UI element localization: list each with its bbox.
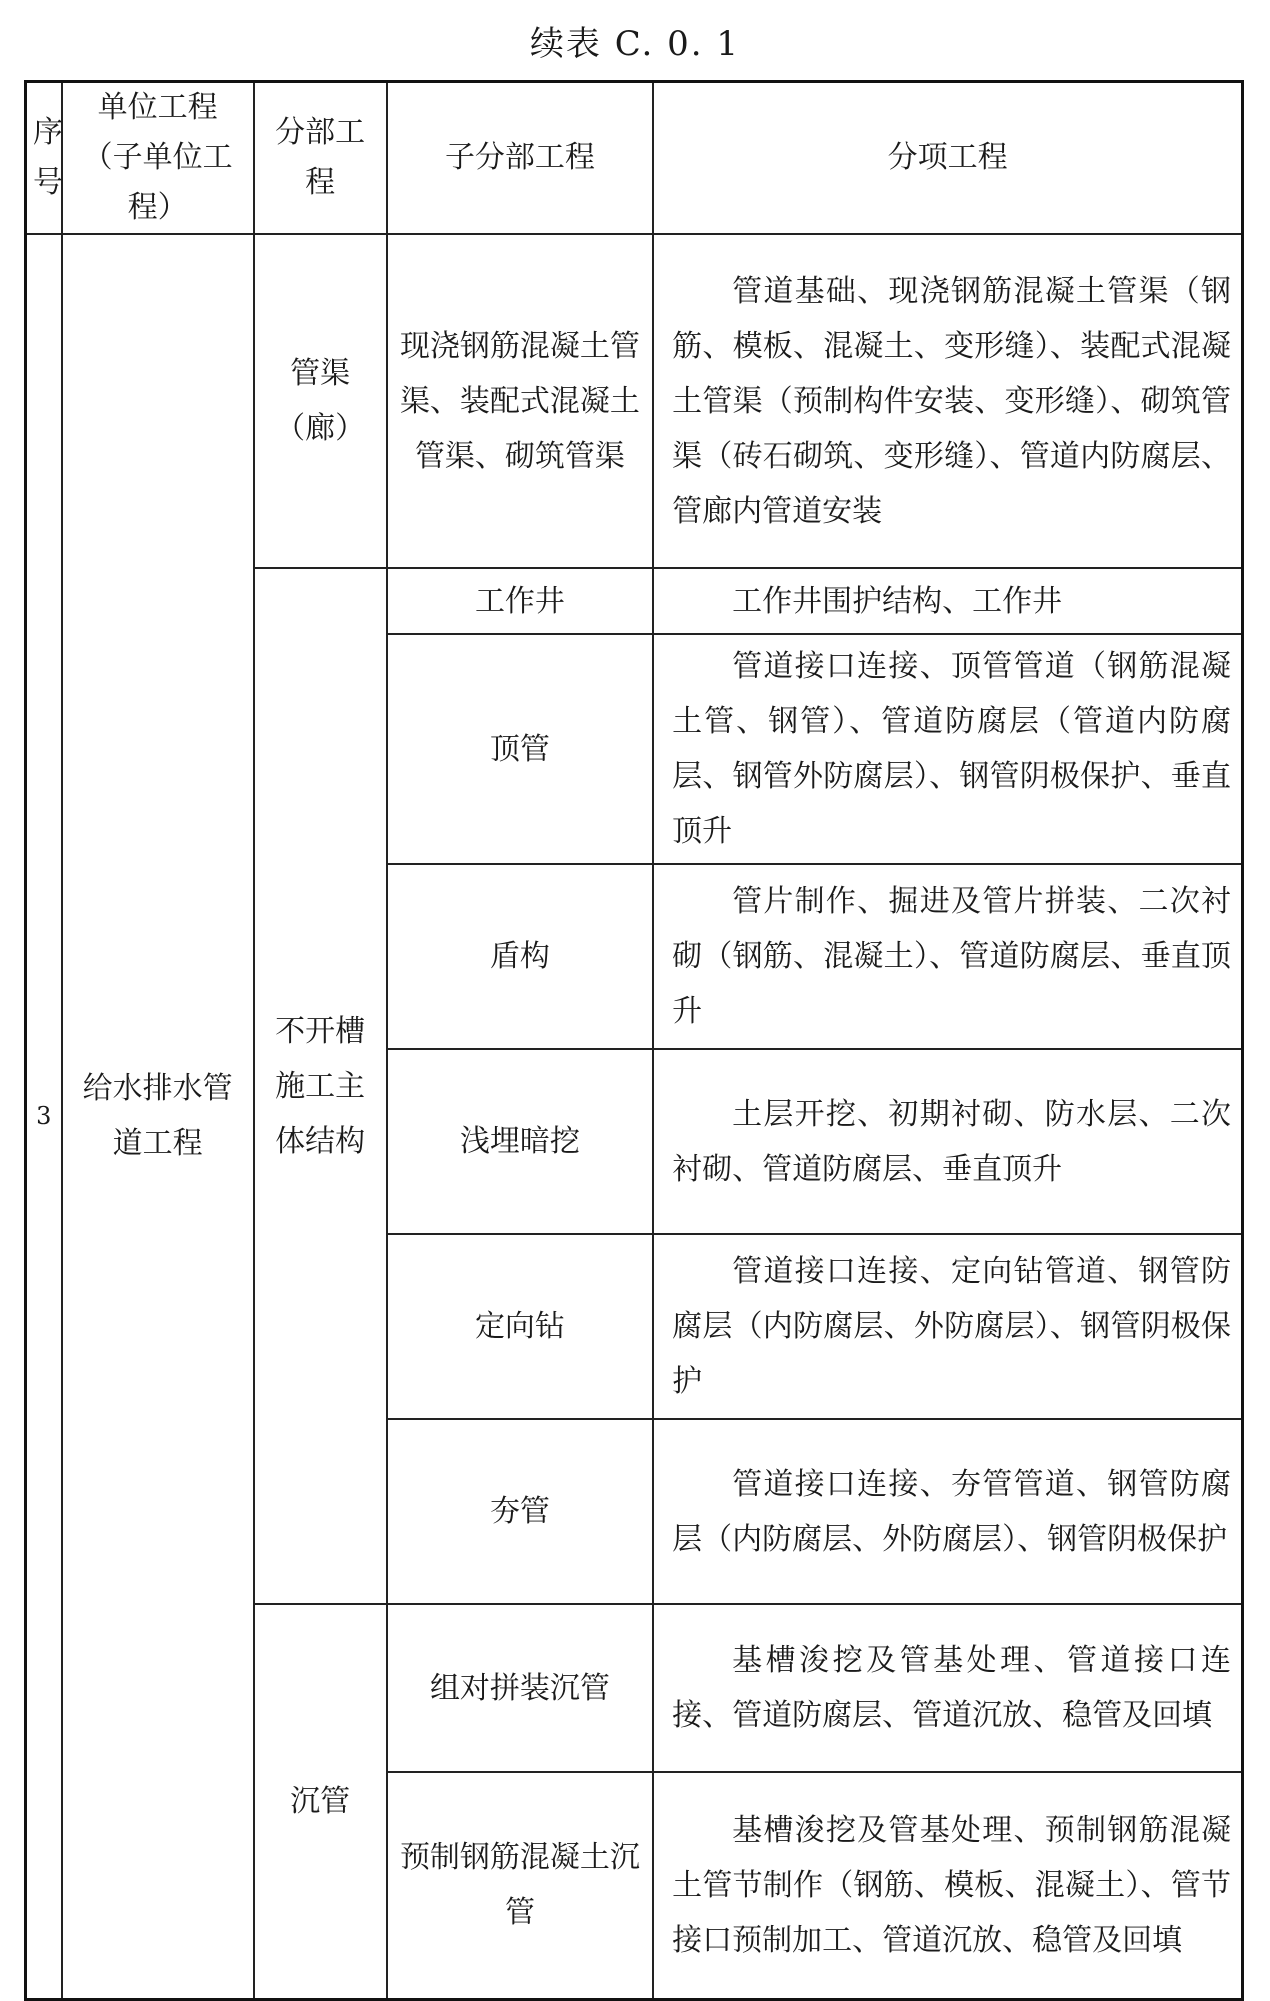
subdivision-cell: 组对拼装沉管 bbox=[387, 1604, 653, 1772]
subdivision-cell: 夯管 bbox=[387, 1419, 653, 1604]
division-cell: 管渠（廊） bbox=[254, 234, 387, 568]
division-cell: 沉管 bbox=[254, 1604, 387, 1999]
subdivision-cell: 定向钻 bbox=[387, 1234, 653, 1419]
subdivision-cell: 现浇钢筋混凝土管渠、装配式混凝土管渠、砌筑管渠 bbox=[387, 234, 653, 568]
item-cell: 管道接口连接、夯管管道、钢管防腐层（内防腐层、外防腐层）、钢管阴极保护 bbox=[653, 1419, 1242, 1604]
subdivision-cell: 盾构 bbox=[387, 864, 653, 1049]
header-division: 分部工程 bbox=[254, 82, 387, 235]
item-cell: 管道接口连接、顶管管道（钢筋混凝土管、钢管）、管道防腐层（管道内防腐层、钢管外防腐层）、钢管阴极保护、垂直顶升 bbox=[653, 634, 1242, 864]
item-cell: 基槽浚挖及管基处理、预制钢筋混凝土管节制作（钢筋、模板、混凝土）、管节接口预制加工、管道沉放、稳管及回填 bbox=[653, 1772, 1242, 1999]
header-row bbox=[26, 82, 1243, 235]
unit-cell: 给水排水管道工程 bbox=[62, 234, 254, 1999]
table-row bbox=[26, 234, 1243, 568]
header-unit: 单位工程（子单位工程） bbox=[62, 82, 254, 235]
header-item: 分项工程 bbox=[653, 82, 1242, 235]
header-seq: 序号 bbox=[26, 82, 62, 235]
subdivision-cell: 工作井 bbox=[387, 568, 653, 634]
header-subdivision: 子分部工程 bbox=[387, 82, 653, 235]
subdivision-cell: 顶管 bbox=[387, 634, 653, 864]
item-cell: 工作井围护结构、工作井 bbox=[653, 568, 1242, 634]
subdivision-cell: 预制钢筋混凝土沉管 bbox=[387, 1772, 653, 1999]
item-cell: 管道接口连接、定向钻管道、钢管防腐层（内防腐层、外防腐层）、钢管阴极保护 bbox=[653, 1234, 1242, 1419]
item-cell: 管道基础、现浇钢筋混凝土管渠（钢筋、模板、混凝土、变形缝）、装配式混凝土管渠（预制构件安装、变形缝）、砌筑管渠（砖石砌筑、变形缝）、管道内防腐层、管廊内管道安装 bbox=[653, 234, 1242, 568]
item-cell: 管片制作、掘进及管片拼装、二次衬砌（钢筋、混凝土）、管道防腐层、垂直顶升 bbox=[653, 864, 1242, 1049]
seq-cell: 3 bbox=[26, 234, 62, 1999]
subdivision-cell: 浅埋暗挖 bbox=[387, 1049, 653, 1234]
item-cell: 基槽浚挖及管基处理、管道接口连接、管道防腐层、管道沉放、稳管及回填 bbox=[653, 1604, 1242, 1772]
item-cell: 土层开挖、初期衬砌、防水层、二次衬砌、管道防腐层、垂直顶升 bbox=[653, 1049, 1242, 1234]
construction-items-table bbox=[24, 80, 1244, 2001]
table-title: 续表 C. 0. 1 bbox=[529, 24, 741, 64]
division-cell: 不开槽施工主体结构 bbox=[254, 568, 387, 1604]
